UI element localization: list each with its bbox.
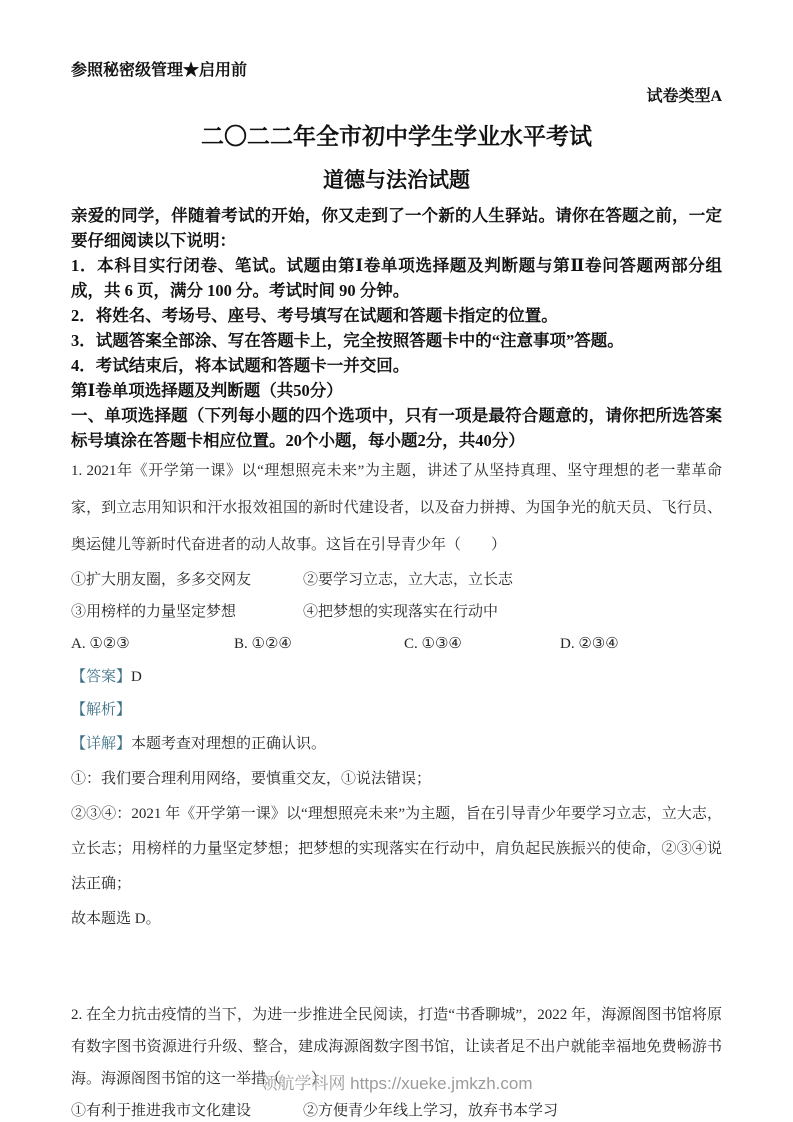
analysis-line (71, 694, 722, 727)
option-c: C. ①③④ (404, 636, 462, 652)
question-2 (71, 999, 722, 1122)
detail-conclusion: 故本题选 D。 (71, 911, 161, 927)
exam-subtitle: 道德与法治试题 (323, 168, 470, 192)
analysis-label: 【解析】 (71, 702, 132, 718)
question-1 (71, 453, 722, 937)
question-1-stem: 1. 2021年《开学第一课》以“理想照亮未来”为主题，讲述了从坚持真理、坚守理想的老一辈革命家，到立志用知识和汗水报效祖国的新时代建设者，以及奋力拼搏、为国争光的航天员、飞行员、奥运健儿等新时代奋进者的动人故事。这旨在引导青少年（ ） (71, 463, 722, 553)
detail-line (71, 727, 722, 762)
detail-label: 【详解】 (71, 736, 132, 752)
instruction-item-3: 3．试题答案全部涂、写在答题卡上，完全按照答题卡中的“注意事项”答题。 (71, 331, 624, 350)
answer-label: 【答案】 (71, 669, 132, 685)
question-2-stem: 2. 在全力抗击疫情的当下，为进一步推进全民阅读，打造“书香聊城”，2022 年，海源阁图书馆将原有数字图书资源进行升级、整合，建成海源阁数字图书馆，让读者足不出户就能幸福地免费畅游书海。海源阁图书馆的这一举措（ ） (71, 1007, 722, 1087)
statement-4: ④把梦想的实现落实在行动中 (303, 604, 499, 620)
detail-intro: 本题考查对理想的正确认识。 (131, 736, 327, 752)
statement-2: ②方便青少年线上学习，放弃书本学习 (303, 1103, 559, 1119)
option-a: A. ①②③ (71, 636, 130, 652)
question-1-statements-row-2 (71, 596, 722, 628)
question-1-options (71, 628, 722, 661)
exam-title: 二〇二二年全市初中学生学业水平考试 (201, 124, 592, 149)
instruction-item-4: 4．考试结束后，将本试题和答题卡一并交回。 (71, 356, 410, 375)
statement-1: ①有利于推进我市文化建设 (71, 1103, 252, 1119)
question-1-statements-row-1 (71, 564, 722, 596)
statement-2: ②要学习立志，立大志，立长志 (303, 572, 514, 588)
option-d: D. ②③④ (560, 636, 619, 652)
detail-point-2: ②③④：2021 年《开学第一课》以“理想照亮未来”为主题，旨在引导青少年要学习立志，立大志，立长志；用榜样的力量坚定梦想；把梦想的实现落实在行动中，肩负起民族振兴的使命，②③④说法正确； (71, 806, 722, 892)
option-b: B. ①②④ (234, 636, 292, 652)
site-watermark: 领航学科网 https://xueke.jmkzh.com (260, 1074, 533, 1093)
section1-part-intro: 一、单项选择题（下列每小题的四个选项中，只有一项是最符合题意的，请你把所选答案标号填涂在答题卡相应位置。20个小题，每小题2分，共40分） (71, 406, 722, 450)
detail-point-1: ①：我们要合理利用网络，要慎重交友，①说法错误； (71, 771, 432, 787)
statement-1: ①扩大朋友圈，多多交网友 (71, 572, 252, 588)
exam-instructions (71, 203, 722, 453)
statement-3: ③用榜样的力量坚定梦想 (71, 604, 237, 620)
question-2-statements-row-1 (71, 1095, 722, 1122)
answer-line (71, 661, 722, 694)
instruction-item-1: 1．本科目实行闭卷、笔试。试题由第Ⅰ卷单项选择题及判断题与第Ⅱ卷问答题两部分组成，共 6 页，满分 100 分。考试时间 90 分钟。 (71, 256, 722, 300)
section1-title: 第Ⅰ卷单项选择题及判断题（共50分） (71, 381, 343, 400)
instruction-item-2: 2．将姓名、考场号、座号、考号填写在试题和答题卡指定的位置。 (71, 306, 558, 325)
paper-type-label: 试卷类型A (646, 88, 722, 105)
security-notice: 参照秘密级管理★启用前 (71, 62, 248, 79)
instructions-intro: 亲爱的同学，伴随着考试的开始，你又走到了一个新的人生驿站。请你在答题之前，一定要仔细阅读以下说明： (71, 206, 722, 250)
answer-value: D (131, 669, 142, 685)
